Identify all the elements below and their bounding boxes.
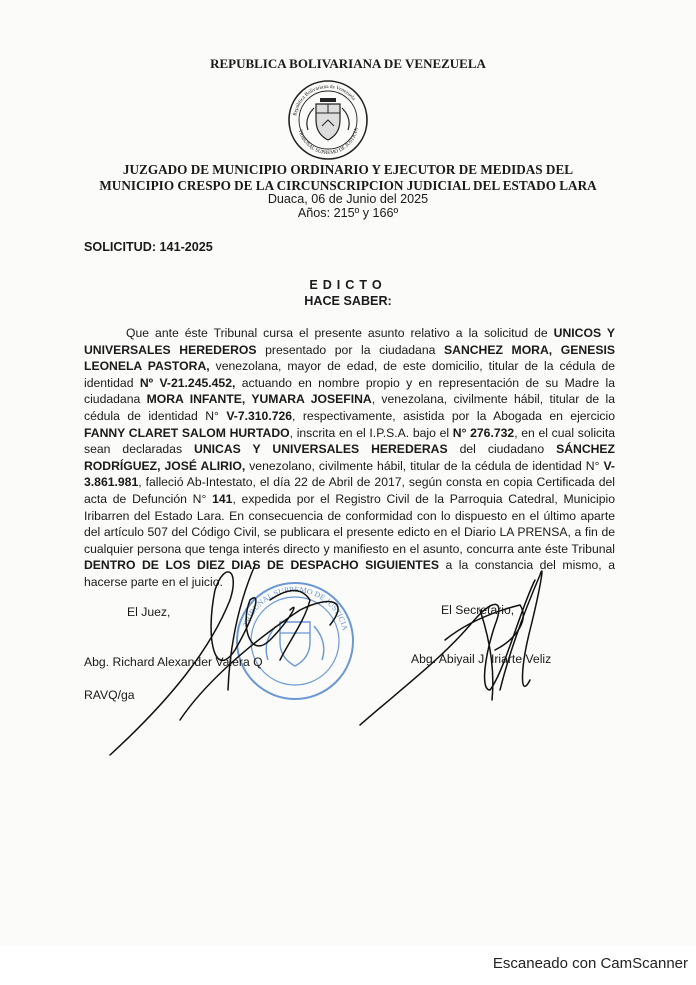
- body-bold: UNICAS Y UNIVERSALES HEREDERAS: [194, 442, 448, 457]
- body-bold: V-7.310.726: [226, 408, 293, 423]
- body-bold: DENTRO DE LOS DIEZ DIAS DE DESPACHO SIGUIENTES: [84, 558, 439, 573]
- document-title: EDICTO: [309, 278, 387, 292]
- svg-text:TRIBUNAL SUPREMO DE JUSTICIA: TRIBUNAL SUPREMO DE JUSTICIA: [241, 584, 350, 632]
- body-bold: V-3.861.981: [84, 458, 615, 490]
- body-bold: SÁNCHEZ RODRÍGUEZ, JOSÉ ALIRIO,: [84, 442, 616, 473]
- body-text: , inscrita en el I.P.S.A. bajo el: [289, 425, 453, 440]
- body-text: , falleció Ab-Intestato, el día 22 de Abril de 2017, según consta en copia Certificada del acta de Defunción N°: [84, 475, 615, 506]
- body-bold: 141: [212, 491, 233, 506]
- date-line: Duaca, 06 de Junio del 2025: [267, 192, 429, 206]
- svg-text:República Bolivariana de Venez: República Bolivariana de Venezuela: [292, 83, 357, 117]
- body-text: , expedida por el Registro Civil de la Parroquia Catedral, Municipio Iribarren del Estado Lara. En consecuencia de conformidad con lo dispuesto en el último aparte del artículo 507 del Código Civil, se publicara el presente edicto en el Diario LA PRENSA, a fin de cualquier persona que tenga interés directo y manifiesto en el asunto, concurra ante éste Tribunal: [84, 491, 615, 556]
- camscanner-watermark: Escaneado con CamScanner: [492, 955, 688, 972]
- years-line: Años: 215º y 166º: [297, 206, 399, 220]
- secretary-name: Abg. Abiyail J. Iriarte Veliz: [411, 652, 552, 666]
- body-bold: UNICOS Y UNIVERSALES HEREDEROS: [84, 326, 615, 357]
- initials: RAVQ/ga: [84, 688, 135, 702]
- body-bold: MORA INFANTE, YUMARA JOSEFINA: [146, 392, 372, 407]
- body-bold: FANNY CLARET SALOM HURTADO: [84, 425, 290, 440]
- body-text: venezolana, mayor de edad, de este domicilio, titular de la cédula de identidad: [84, 359, 616, 390]
- secretary-title: El Secretario,: [441, 603, 515, 617]
- country-header: REPUBLICA BOLIVARIANA DE VENEZUELA: [210, 56, 486, 71]
- body-text: del ciudadano: [447, 442, 557, 457]
- body-text: , respectivamente, asistida por la Abogada en ejercicio: [292, 408, 615, 423]
- body-text: , en el cual solicita sean declaradas: [84, 425, 615, 457]
- body-text: venezolano, civilmente hábil, titular de la cédula de identidad N°: [245, 458, 604, 473]
- body-bold: SANCHEZ MORA, GENESIS LEONELA PASTORA,: [84, 342, 615, 374]
- svg-text:TRIBUNAL SUPREMO DE JUSTICIA: TRIBUNAL SUPREMO DE JUSTICIA: [296, 127, 360, 157]
- body-text: actuando en nombre propio y en representación de su Madre la ciudadana: [84, 375, 615, 407]
- body-text: presentado por la ciudadana: [256, 342, 445, 357]
- document-subtitle: HACE SABER:: [304, 294, 392, 308]
- solicitud-number: SOLICITUD: 141-2025: [84, 240, 213, 254]
- court-line-1: JUZGADO DE MUNICIPIO ORDINARIO Y EJECUTOR DE MEDIDAS DEL: [122, 162, 574, 177]
- body-bold: Nº V-21.245.452,: [139, 375, 236, 390]
- judge-name: Abg. Richard Alexander Valera Q: [84, 655, 263, 669]
- court-line-2: MUNICIPIO CRESPO DE LA CIRCUNSCRIPCION JUDICIAL DEL ESTADO LARA: [99, 178, 597, 193]
- body-text: , venezolana, civilmente hábil, titular de la cédula de identidad N°: [84, 392, 615, 423]
- body-bold: N° 276.732: [452, 425, 515, 440]
- judge-title: El Juez,: [127, 605, 171, 619]
- body-text: a la constancia del mismo, a hacerse parte en el juicio.: [84, 558, 615, 589]
- body-text: Que ante éste Tribunal cursa el presente asunto relativo a la solicitud de: [126, 326, 554, 340]
